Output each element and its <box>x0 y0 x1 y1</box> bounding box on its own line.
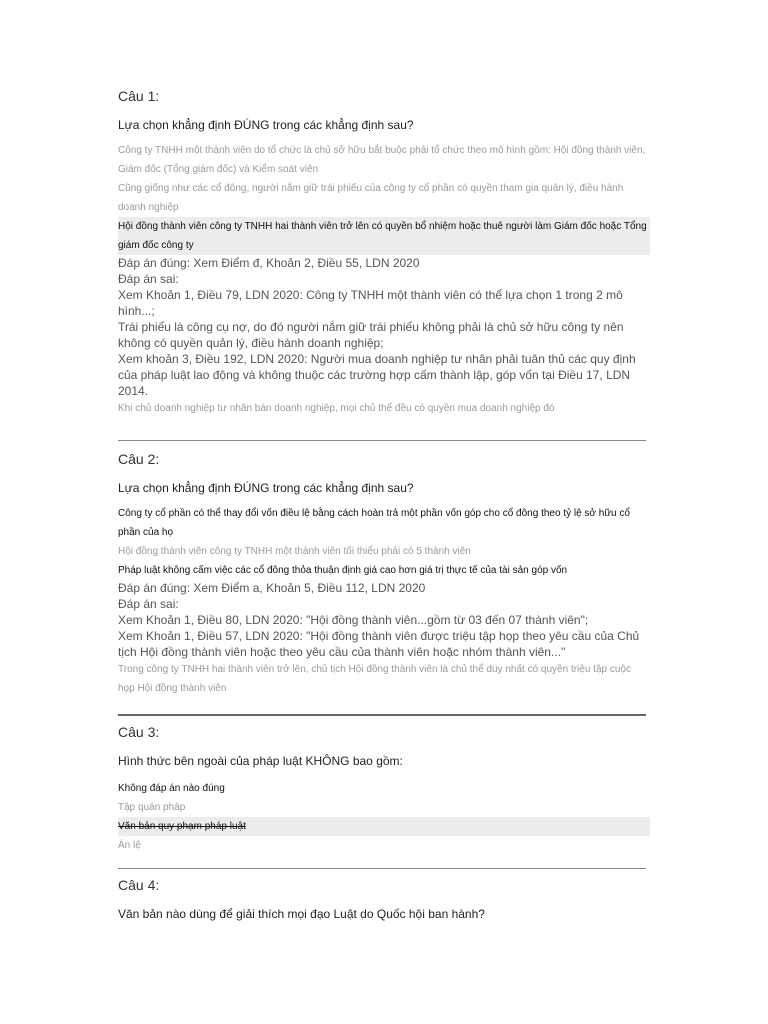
question-1-option-2[interactable]: Cũng giống như các cổ đông, người nắm giữ trái phiếu của công ty cổ phần có quyền tham gia quản lý, điều hành doanh nghiệp <box>118 183 624 213</box>
question-3-prompt: Hình thức bên ngoài của pháp luật KHÔNG bao gồm: <box>118 754 403 768</box>
question-2-option-3[interactable]: Pháp luật không cấm việc các cổ đông thỏa thuận định giá cao hơn giá trị thực tế của tài sản góp vốn <box>118 565 568 576</box>
question-1-title: Câu 1: <box>118 88 160 104</box>
question-2-option-4[interactable]: Trong công ty TNHH hai thành viên trở lên, chủ tịch Hội đồng thành viên là chủ thể duy nhất có quyền triệu tập cuộc họp Hội đồng thành viên <box>118 664 631 694</box>
question-1-option-1[interactable]: Công ty TNHH một thành viên do tổ chức là chủ sở hữu bắt buộc phải tổ chức theo mô hình gồm: Hội đồng thành viên, Giám đốc (Tổng giám đốc) và Kiểm soát viên <box>118 145 646 175</box>
question-3-option-4[interactable]: Án lệ <box>118 840 141 851</box>
question-2-option-2[interactable]: Hội đồng thành viên công ty TNHH một thành viên tối thiểu phải có 5 thành viên <box>118 546 471 557</box>
question-4-title: Câu 4: <box>118 877 160 893</box>
question-2 <box>118 450 650 698</box>
question-2-wrong-label: Đáp án sai: <box>118 597 179 611</box>
question-divider <box>118 714 646 716</box>
question-4-prompt: Văn bản nào dùng để giải thích mọi đạo Luật do Quốc hội ban hành? <box>118 907 485 921</box>
question-2-option-1[interactable]: Công ty cổ phần có thể thay đổi vốn điều lệ bằng cách hoàn trả một phần vốn góp cho cổ đông theo tỷ lệ sở hữu cổ phần của họ <box>118 508 630 538</box>
question-1-correct-answer: Đáp án đúng: Xem Điểm đ, Khoản 2, Điều 55, LDN 2020 <box>118 256 420 270</box>
question-3-title: Câu 3: <box>118 724 160 740</box>
question-3-option-1[interactable]: Không đáp án nào đúng <box>118 783 225 794</box>
question-1-explain-line: Trái phiếu là công cụ nợ, do đó người nắm giữ trái phiếu không phải là chủ sở hữu công ty nên không có quyền quản lý, điều hành doanh nghiệp; <box>118 320 624 350</box>
question-1-explain-line: Xem khoản 3, Điều 192, LDN 2020: Người mua doanh nghiệp tư nhân phải tuân thủ các quy định của pháp luật lao động và không thuộc các trường hợp cấm thành lập, góp vốn tại Điều 17, LDN 2014. <box>118 352 636 398</box>
question-1-explanation <box>118 255 650 399</box>
question-3-option-2[interactable]: Tập quán pháp <box>118 802 186 813</box>
question-2-prompt: Lựa chọn khẳng định ĐÚNG trong các khẳng định sau? <box>118 481 414 495</box>
question-2-explain-line: Xem Khoản 1, Điều 80, LDN 2020: "Hội đồng thành viên...gồm từ 03 đến 07 thành viên"; <box>118 613 589 627</box>
question-1-explain-line: Xem Khoản 1, Điều 79, LDN 2020: Công ty TNHH một thành viên có thể lựa chọn 1 trong 2 mô hình...; <box>118 288 623 318</box>
question-3-option-3-selected[interactable]: Văn bản quy phạm pháp luật <box>118 817 650 836</box>
question-3 <box>118 723 650 855</box>
question-2-correct-answer: Đáp án đúng: Xem Điểm a, Khoản 5, Điều 112, LDN 2020 <box>118 581 426 595</box>
question-1-wrong-label: Đáp án sai: <box>118 272 179 286</box>
question-1-prompt: Lựa chọn khẳng định ĐÚNG trong các khẳng định sau? <box>118 118 414 132</box>
question-2-explanation <box>118 580 650 660</box>
question-4 <box>118 876 650 922</box>
question-1 <box>118 87 650 418</box>
question-1-option-3-selected[interactable]: Hội đồng thành viên công ty TNHH hai thành viên trở lên có quyền bổ nhiệm hoặc thuê người làm Giám đốc hoặc Tổng giám đốc công ty <box>118 217 650 255</box>
question-1-option-4[interactable]: Khi chủ doanh nghiệp tư nhân bán doanh nghiệp, mọi chủ thể đều có quyền mua doanh nghiệp đó <box>118 403 555 414</box>
question-2-title: Câu 2: <box>118 451 160 467</box>
question-divider <box>118 868 646 869</box>
question-divider <box>118 440 646 441</box>
question-2-explain-line: Xem Khoản 1, Điều 57, LDN 2020: "Hội đồng thành viên được triệu tập họp theo yêu cầu của Chủ tịch Hội đồng thành viên hoặc theo yêu cầu của thành viên hoặc nhóm thành viên..." <box>118 629 640 659</box>
